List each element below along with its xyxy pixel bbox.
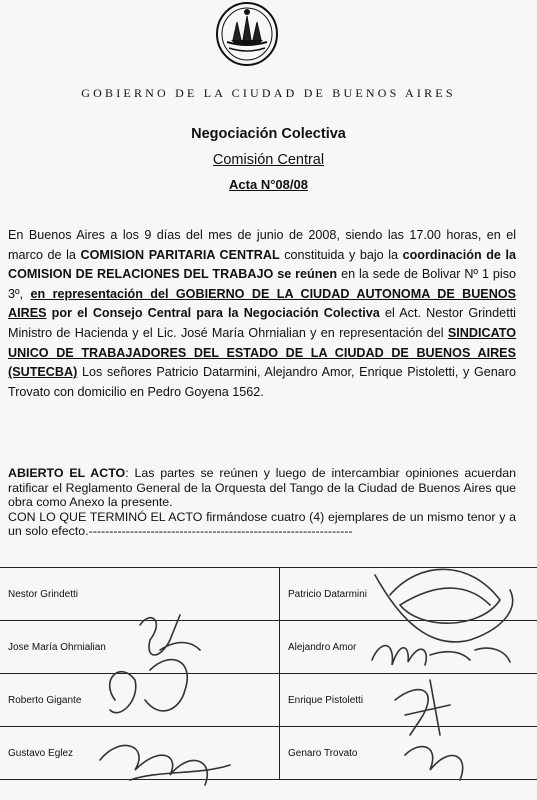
agreement-paragraph: [8, 466, 516, 539]
table-row: [0, 727, 537, 780]
signatory-name: Alejandro Amor: [280, 621, 537, 674]
text-span: En Buenos Aires a los 9 días del mes de junio de 2008, siendo las 17.00 horas, en el marco de la: [8, 228, 516, 262]
closing-text: CON LO QUE TERMINÓ EL ACTO firmándose cuatro (4) ejemplares de un mismo tenor y a un solo efecto.----------------------------------------------------------------: [8, 509, 516, 539]
table-row: [0, 674, 537, 727]
text-span: SINDICATO UNICO DE TRABAJADORES DEL ESTADO DE LA CIUDAD DE BUENOS AIRES (SUTECBA): [8, 325, 516, 380]
doc-title: Negociación Colectiva: [191, 126, 346, 142]
text-span: ABIERTO EL ACTO: [8, 466, 126, 480]
text-span: por el Consejo Central para la Negociación Colectiva: [46, 306, 380, 321]
opening-paragraph: [8, 226, 516, 402]
text-span: el Act. Nestor Grindetti Ministro de Hacienda y el Lic. José María Ohrnialian y en representación del: [8, 306, 516, 340]
act-number: Acta N°08/08: [229, 177, 308, 192]
text-span: : Las partes se reúnen y luego de intercambiar opiniones acuerdan ratificar el Reglamento General de la Orquesta del Tango de la Ciudad de Buenos Aires que obra como Anexo la presente.: [8, 466, 516, 510]
table-row: [0, 568, 537, 621]
text-span: COMISION PARITARIA CENTRAL: [80, 247, 280, 262]
city-coat-of-arms-icon: [215, 2, 279, 66]
signatory-name: Jose María Ohrnialian: [0, 621, 280, 674]
text-span: Los señores Patricio Datarmini, Alejandro Amor, Enrique Pistoletti, y Genaro Trovato con domicilio en Pedro Goyena 1562.: [8, 365, 516, 399]
signatory-name: Patricio Datarmini: [280, 568, 537, 621]
government-header: GOBIERNO DE LA CIUDAD DE BUENOS AIRES: [81, 86, 456, 100]
signatory-name: Gustavo Eglez: [0, 727, 280, 780]
text-span: coordinación de la COMISION DE RELACIONES DEL TRABAJO se reúnen: [8, 247, 516, 282]
signatory-name: Enrique Pistoletti: [280, 674, 537, 727]
text-span: en la sede de Bolivar Nº 1 piso 3º,: [8, 267, 516, 301]
signatory-name: Genaro Trovato: [280, 727, 537, 780]
signatory-name: Nestor Grindetti: [0, 568, 280, 621]
doc-subtitle: Comisión Central: [212, 152, 325, 168]
text-span: en representación del GOBIERNO DE LA CIUDAD AUTONOMA DE BUENOS AIRES: [8, 286, 516, 321]
text-span: constituida y bajo la: [279, 247, 403, 262]
table-row: [0, 621, 537, 674]
signatory-name: Roberto Gigante: [0, 674, 280, 727]
signature-table: [0, 567, 537, 780]
